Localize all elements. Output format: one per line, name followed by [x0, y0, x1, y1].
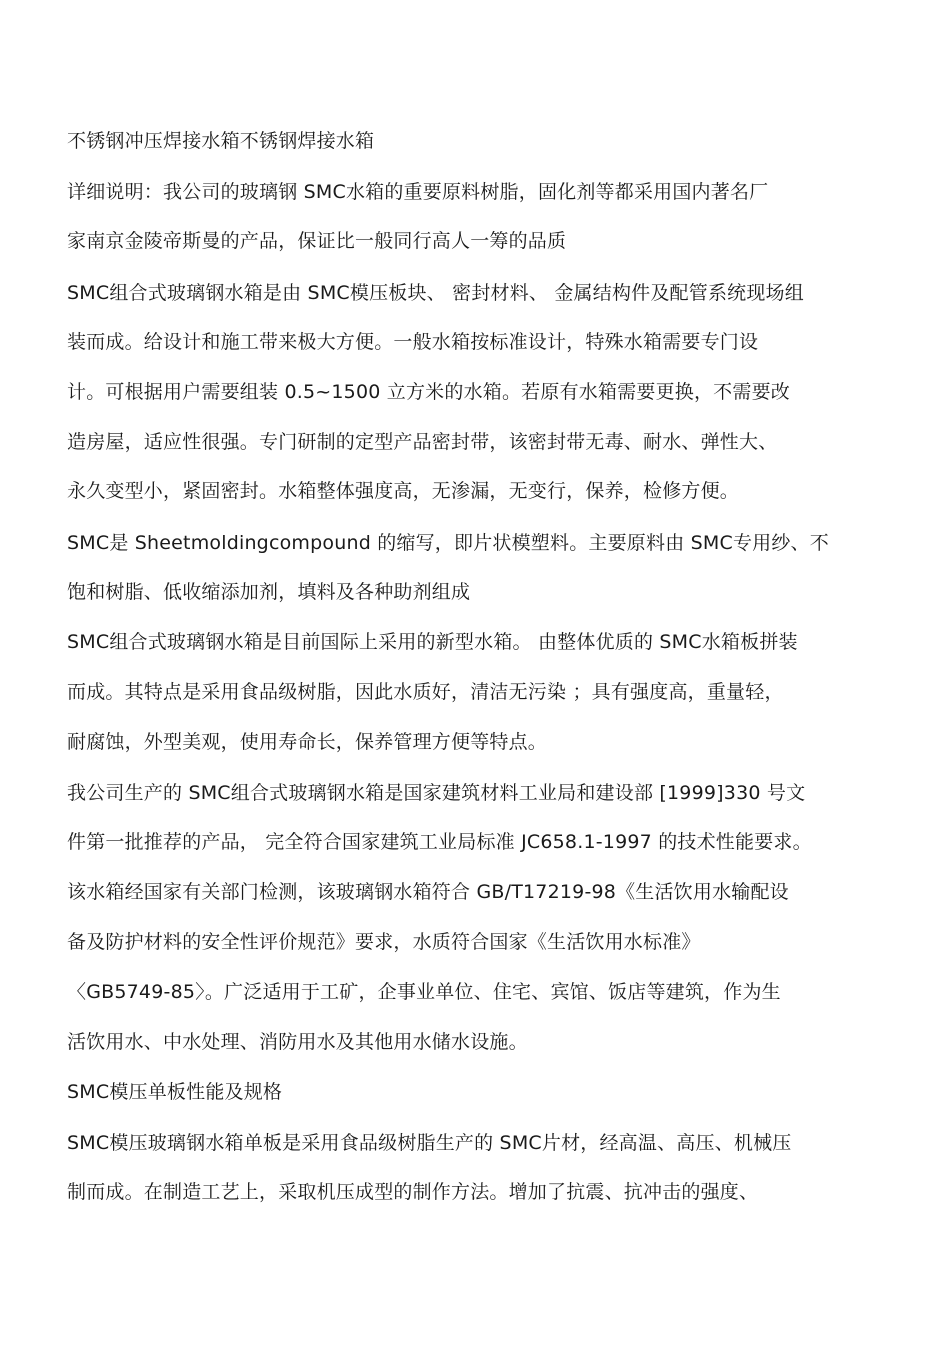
paragraph-line: 装而成。给设计和施工带来极大方便。一般水箱按标准设计，特殊水箱需要专门设 — [67, 331, 759, 353]
paragraph-line: 活饮用水、中水处理、消防用水及其他用水储水设施。 — [67, 1031, 528, 1053]
section-heading: SMC模压单板性能及规格 — [67, 1081, 283, 1103]
paragraph-line: SMC组合式玻璃钢水箱是目前国际上采用的新型水箱。 由整体优质的 SMC水箱板拼装 — [67, 631, 798, 653]
paragraph-line: 造房屋，适应性很强。专门研制的定型产品密封带，该密封带无毒、耐水、弹性大、 — [67, 431, 778, 453]
paragraph-line: 永久变型小，紧固密封。水箱整体强度高，无渗漏，无变行，保养，检修方便。 — [67, 480, 740, 502]
paragraph-line: 该水箱经国家有关部门检测，该玻璃钢水箱符合 GB/T17219-98《生活饮用水输配设 — [67, 881, 789, 903]
paragraph-line: 耐腐蚀，外型美观，使用寿命长，保养管理方便等特点。 — [67, 731, 548, 753]
paragraph-line: 家南京金陵帝斯曼的产品，保证比一般同行高人一筹的品质 — [67, 230, 567, 252]
paragraph-line: 详细说明：我公司的玻璃钢 SMC水箱的重要原料树脂，固化剂等都采用国内著名厂 — [67, 181, 769, 203]
paragraph-line: SMC组合式玻璃钢水箱是由 SMC模压板块、 密封材料、 金属结构件及配管系统现场组 — [67, 282, 804, 304]
paragraph-line: SMC模压玻璃钢水箱单板是采用食品级树脂生产的 SMC片材，经高温、高压、机械压 — [67, 1132, 792, 1154]
paragraph-line: 饱和树脂、低收缩添加剂，填料及各种助剂组成 — [67, 581, 471, 603]
paragraph-line: 而成。其特点是采用食品级树脂，因此水质好，清洁无污染 ；具有强度高，重量轻， — [67, 681, 784, 703]
paragraph-line: 件第一批推荐的产品， 完全符合国家建筑工业局标准 JC658.1-1997 的技术性能要求。 — [67, 831, 812, 853]
paragraph-line: SMC是 Sheetmoldingcompound 的缩写，即片状模塑料。主要原料由 SMC专用纱、不 — [67, 532, 829, 554]
paragraph-line: 制而成。在制造工艺上，采取机压成型的制作方法。增加了抗震、抗冲击的强度、 — [67, 1181, 759, 1203]
paragraph-line: 备及防护材料的安全性评价规范》要求，水质符合国家《生活饮用水标准》 — [67, 931, 701, 953]
doc-title: 不锈钢冲压焊接水箱不锈钢焊接水箱 — [67, 130, 375, 152]
paragraph-line: 〈GB5749-85〉。广泛适用于工矿，企事业单位、住宅、宾馆、饭店等建筑，作为生 — [67, 981, 781, 1003]
paragraph-line: 计。可根据用户需要组装 0.5~1500 立方米的水箱。若原有水箱需要更换，不需要改 — [67, 381, 790, 403]
paragraph-line: 我公司生产的 SMC组合式玻璃钢水箱是国家建筑材料工业局和建设部 [1999]330 号文 — [67, 782, 806, 804]
